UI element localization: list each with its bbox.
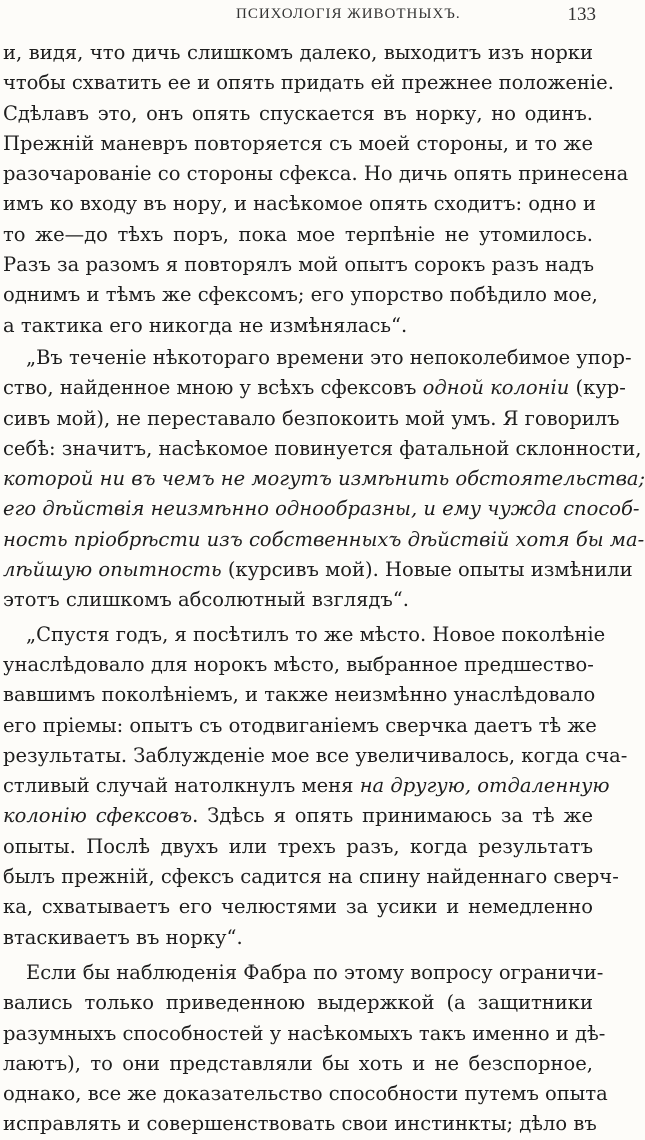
paragraph-3 xyxy=(3,620,628,953)
page-header xyxy=(0,4,620,30)
text-line xyxy=(3,404,620,434)
text-run: . Здѣсь я опять принимаюсь за тѣ же xyxy=(192,804,593,828)
italic-run: колонію сфексовъ xyxy=(3,804,193,828)
italic-run: его дѣйствія неизмѣнно однообразны, и ему чужда способ- xyxy=(3,497,640,521)
text-run: ство, найденное мною у всѣхъ сфексовъ xyxy=(3,376,423,400)
text-run: стливый случай натолкнулъ меня xyxy=(3,774,360,798)
text-run: (курсивъ мой). Новые опыты измѣнили xyxy=(221,558,633,582)
text-line: то же—до тѣхъ поръ, пока мое терпѣніе не утомилось. xyxy=(3,222,593,246)
text-line xyxy=(3,741,628,771)
text-line: имъ ко входу въ нору, и насѣкомое опять сходитъ: одно и xyxy=(3,192,596,216)
text-run: себѣ: значитъ, насѣкомое повинуется фатальной склонности, xyxy=(3,436,642,460)
page-number: 133 xyxy=(567,4,596,25)
text-line xyxy=(3,892,593,922)
text-run: втаскиваетъ въ норку“. xyxy=(3,925,243,949)
text-line xyxy=(3,771,610,801)
text-line xyxy=(3,923,593,953)
text-run: результаты. Заблужденіе мое все увеличивалось, когда сча- xyxy=(3,743,628,767)
text-line xyxy=(3,494,640,524)
body-text xyxy=(3,38,645,1140)
text-line xyxy=(3,434,642,464)
text-line xyxy=(3,650,593,680)
running-title: ПСИХОЛОГІЯ ЖИВОТНЫХЪ. xyxy=(236,6,461,22)
text-line: Сдѣлавъ это, онъ опять спускается въ норку, но одинъ. xyxy=(3,101,593,125)
text-line: исправлять и совершенствовать свои инстинкты; дѣло въ xyxy=(3,1112,597,1136)
text-run: опыты. Послѣ двухъ или трехъ разъ, когда результатъ xyxy=(3,834,593,858)
paragraph-4 xyxy=(3,958,608,1140)
text-run: этотъ слишкомъ абсолютный взглядъ“. xyxy=(3,588,409,612)
italic-run: на другую, отдаленную xyxy=(359,774,610,798)
text-line: Разъ за разомъ я повторялъ мой опытъ сорокъ разъ надъ xyxy=(3,253,595,277)
text-run: его пріемы: опытъ съ отодвиганіемъ сверчка даетъ тѣ же xyxy=(3,713,597,737)
text-run: ка, схватываетъ его челюстями за усики и немедленно xyxy=(3,895,593,919)
text-line xyxy=(3,680,596,710)
italic-run: одной колоніи xyxy=(422,376,570,400)
text-run: унаслѣдовало для норокъ мѣсто, выбранное предшество- xyxy=(3,652,594,676)
italic-run: ность пріобрѣсти изъ собственныхъ дѣйствій хотя бы ма- xyxy=(3,527,645,551)
text-line: разумныхъ способностей у насѣкомыхъ такъ именно и дѣ- xyxy=(3,1021,606,1045)
text-line xyxy=(3,711,597,741)
text-line xyxy=(3,832,593,862)
text-line xyxy=(3,525,645,555)
text-run: былъ прежній, сфексъ садится на спину найденнаго сверч- xyxy=(3,865,619,889)
text-line xyxy=(3,862,619,892)
text-line xyxy=(3,801,593,831)
text-line: Если бы наблюденія Фабра по этому вопросу ограничи- xyxy=(26,960,604,984)
text-line: однимъ и тѣмъ же сфексомъ; его упорство побѣдило мое, xyxy=(3,283,598,307)
text-line: разочарованіе со стороны сфекса. Но дичь опять принесена xyxy=(3,162,629,186)
text-line: лаютъ), то они представляли бы хоть и не безспорное, xyxy=(3,1051,593,1075)
text-line xyxy=(3,585,593,615)
text-line: а тактика его никогда не измѣнялась“. xyxy=(3,313,408,337)
text-run: вавшимъ поколѣніемъ, и также неизмѣнно унаслѣдовало xyxy=(3,683,596,707)
text-line xyxy=(3,343,632,373)
text-run: „Въ теченіе нѣкотораго времени это непоколебимое упор- xyxy=(26,345,632,369)
text-line: чтобы схватить ее и опять придать ей прежнее положеніе. xyxy=(3,71,614,95)
text-line: вались только приведенною выдержкой (а защитники xyxy=(3,991,593,1015)
text-line xyxy=(3,464,645,494)
text-line xyxy=(3,555,633,585)
text-line: и, видя, что дичь слишкомъ далеко, выходитъ изъ норки xyxy=(3,41,593,64)
text-line: Прежній маневръ повторяется съ моей стороны, и то же xyxy=(3,131,593,155)
text-run: (кур- xyxy=(569,376,626,400)
text-line xyxy=(3,373,626,403)
paragraph-2 xyxy=(3,343,645,616)
text-line: однако, все же доказательство способности путемъ опыта xyxy=(3,1082,608,1106)
italic-run: лѣйшую опытность xyxy=(3,558,222,582)
text-line xyxy=(3,620,606,650)
paragraph-1 xyxy=(3,38,629,341)
text-run: сивъ мой), не переставало безпокоить мой умъ. Я говорилъ xyxy=(3,406,620,430)
italic-run: которой ни въ чемъ не могутъ измѣнить обстоятельства; xyxy=(3,467,645,491)
text-run: „Спустя годъ, я посѣтилъ то же мѣсто. Новое поколѣніе xyxy=(26,622,606,646)
